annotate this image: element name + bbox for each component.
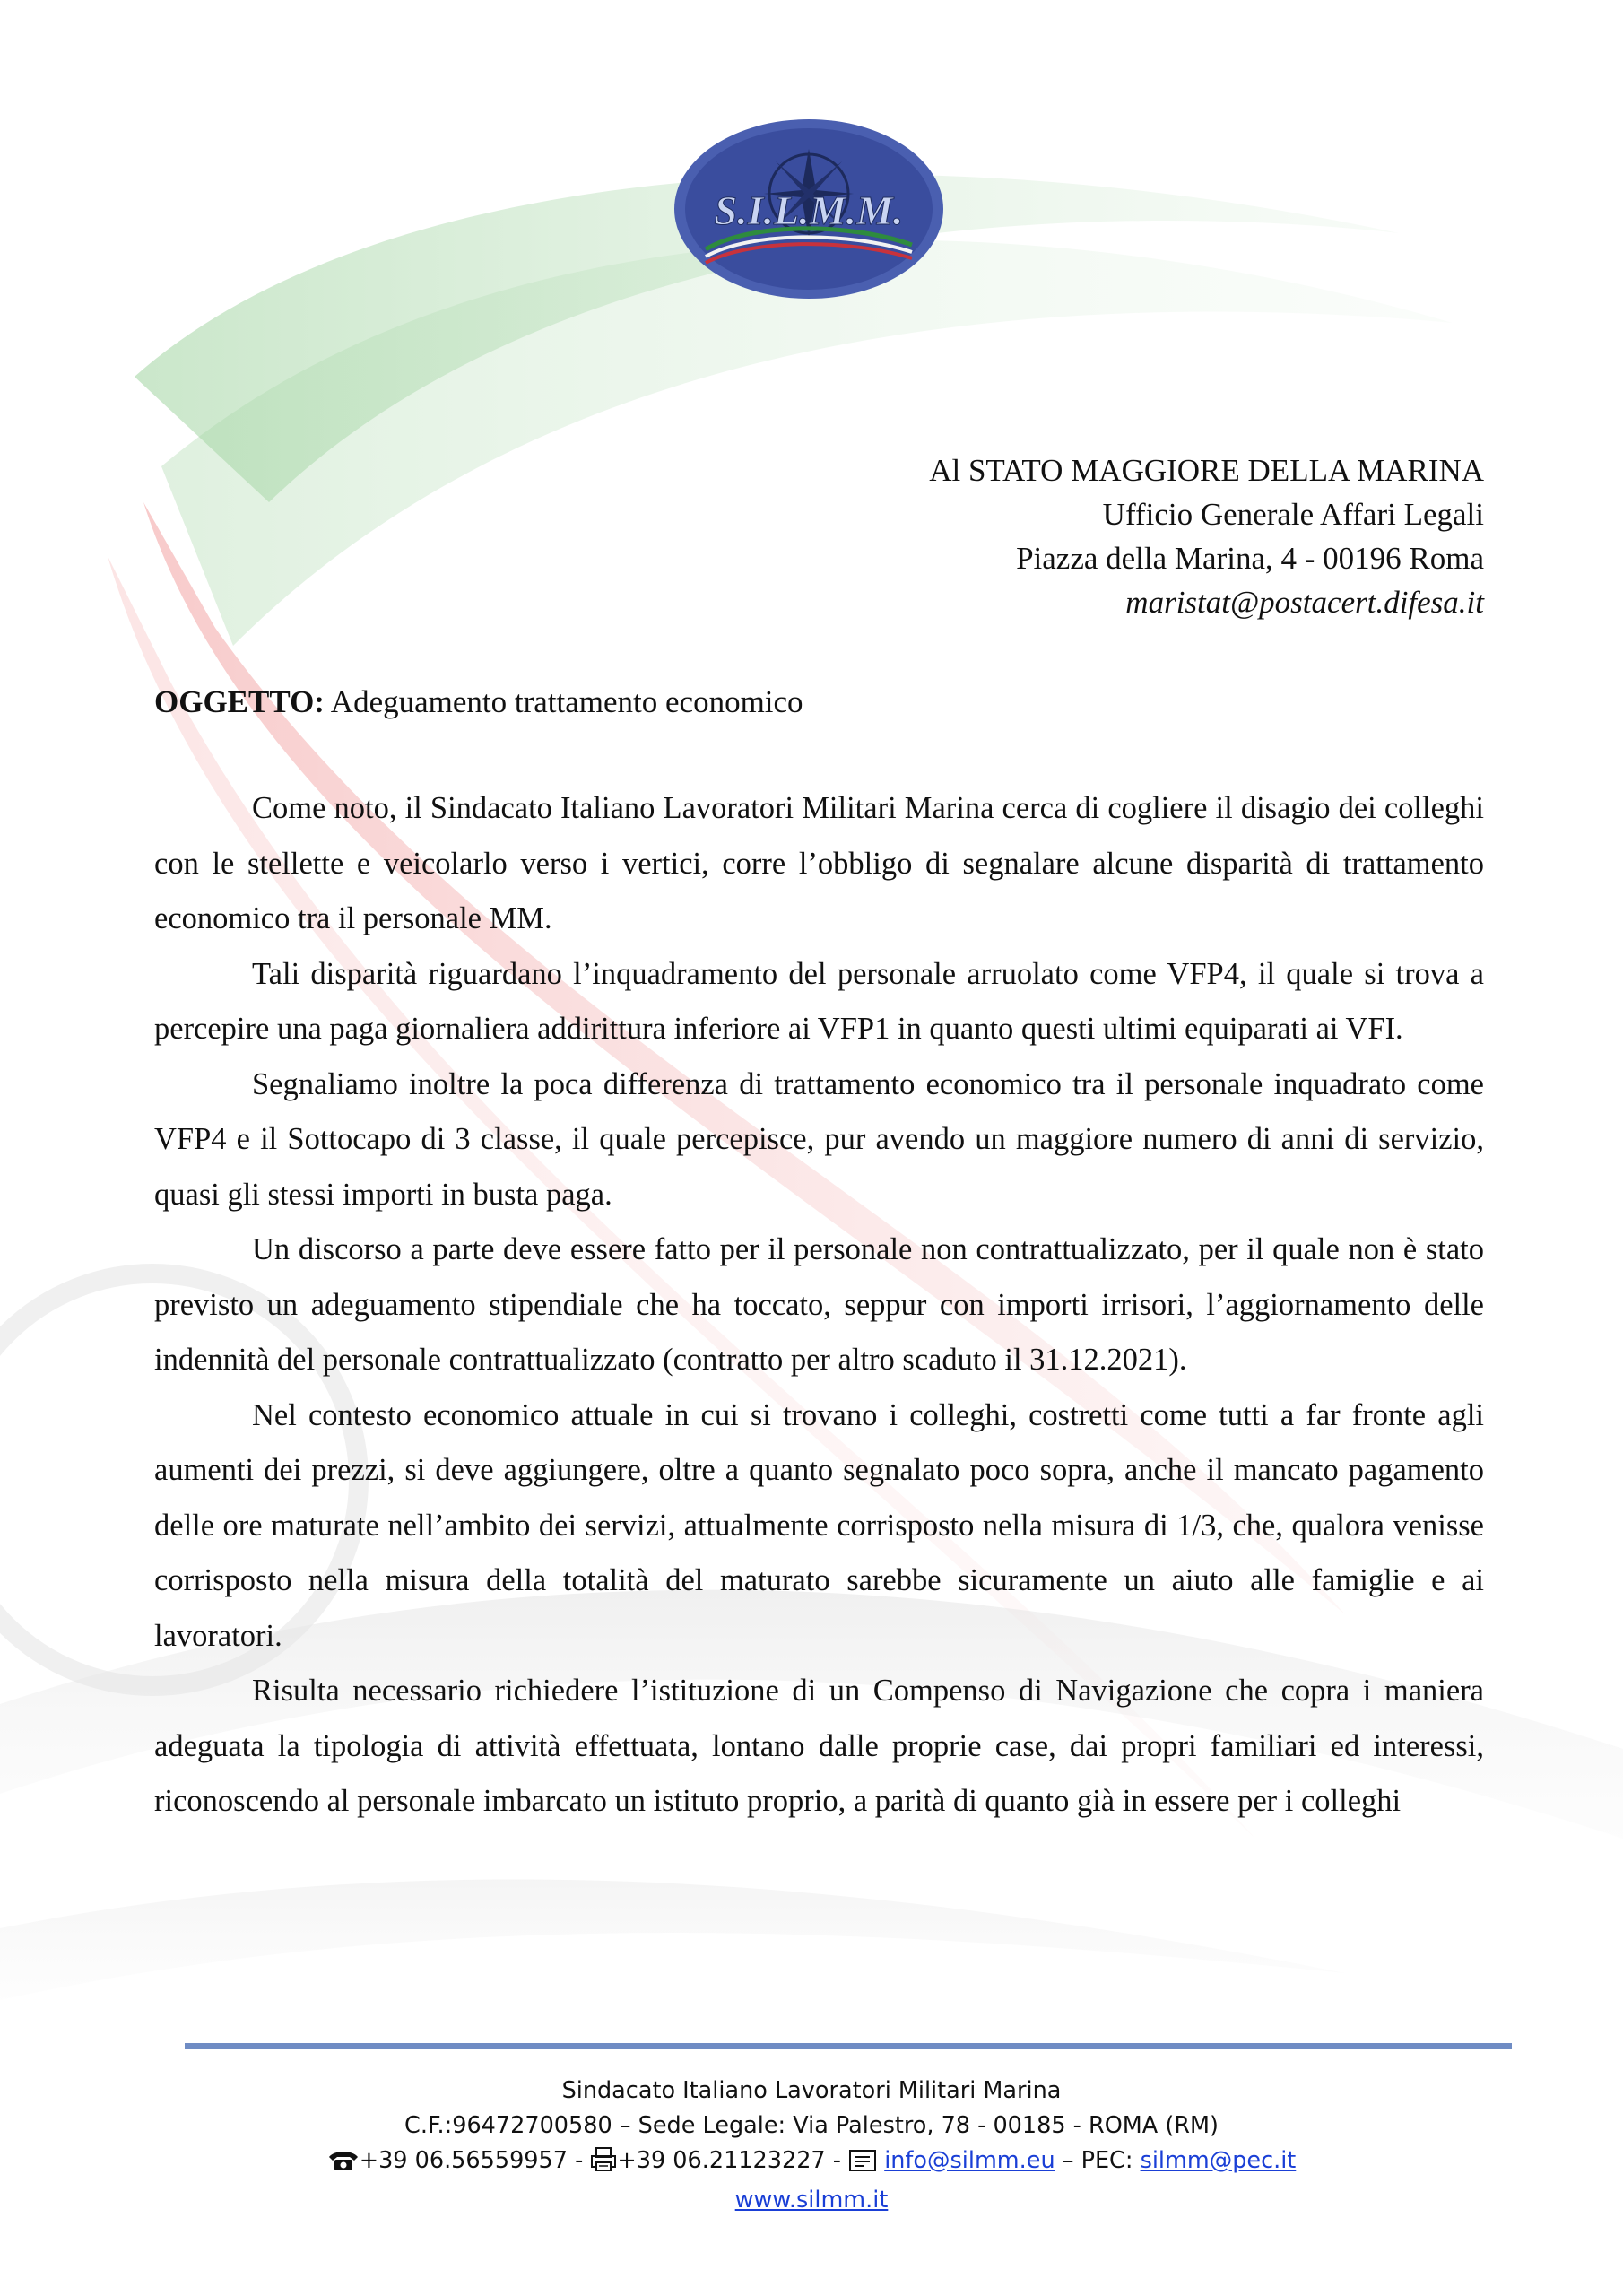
footer-website-link[interactable]: www.silmm.it xyxy=(734,2187,889,2213)
silmm-logo xyxy=(670,115,948,303)
recipient-line-2: Ufficio Generale Affari Legali xyxy=(1102,497,1484,532)
recipient-email: maristat@postacert.difesa.it xyxy=(1125,585,1484,620)
footer xyxy=(0,2074,1623,2218)
footer-pec-link[interactable]: silmm@pec.it xyxy=(1140,2147,1297,2174)
paragraph: Come noto, il Sindacato Italiano Lavoratori Militari Marina cerca di cogliere il disagio dei colleghi con le stellette e veicolarlo verso i vertici, corre l’obbligo di segnalare alcune disparità di trattamento economico tra il personale MM. xyxy=(154,791,1484,935)
fax-icon xyxy=(590,2147,617,2183)
footer-contacts xyxy=(0,2144,1623,2183)
telephone-icon xyxy=(327,2148,360,2183)
footer-org: Sindacato Italiano Lavoratori Militari Marina xyxy=(561,2077,1062,2104)
letter-body xyxy=(154,781,1484,1830)
svg-text:S.I.L.M.M.: S.I.L.M.M. xyxy=(714,187,904,233)
paragraph: Tali disparità riguardano l’inquadramento del personale arruolato come VFP4, il quale si trova a percepire una paga giornaliera addirittura inferiore ai VFP1 in quanto questi ultimi equiparati ai VFI. xyxy=(154,956,1484,1046)
footer-divider xyxy=(185,2043,1512,2049)
recipient-line-3: Piazza della Marina, 4 - 00196 Roma xyxy=(1016,541,1484,576)
paragraph: Segnaliamo inoltre la poca differenza di trattamento economico tra il personale inquadrato come VFP4 e il Sottocapo di 3 classe, il quale percepisce, pur avendo un maggiore numero di anni di servizio, quasi gli stessi importi in busta paga. xyxy=(154,1066,1484,1212)
footer-address: C.F.:96472700580 – Sede Legale: Via Palestro, 78 - 00185 - ROMA (RM) xyxy=(404,2112,1219,2139)
footer-pec-label: – PEC: xyxy=(1055,2147,1141,2174)
footer-fax: +39 06.21123227 - xyxy=(617,2147,849,2174)
subject-text: Adeguamento trattamento economico xyxy=(330,684,803,719)
recipient-block xyxy=(677,448,1484,624)
recipient-line-1: Al STATO MAGGIORE DELLA MARINA xyxy=(929,453,1484,488)
subject-line xyxy=(154,680,803,725)
subject-label: OGGETTO: xyxy=(154,684,325,719)
paragraph: Risulta necessario richiedere l’istituzione di un Compenso di Navigazione che copra i maniera adeguata la tipologia di attività effettuata, lontano dalle proprie case, dai propri familiari ed interessi, riconoscendo al personale imbarcato un istituto proprio, a parità di quanto già in essere per i colleghi xyxy=(154,1674,1484,1818)
paragraph: Un discorso a parte deve essere fatto per il personale non contrattualizzato, per il quale non è stato previsto un adeguamento stipendiale che ha toccato, seppur con importi irrisori, l’aggiornamento delle indennità del personale contrattualizzato (contratto per altro scaduto il 31.12.2021). xyxy=(154,1232,1484,1377)
footer-email-link[interactable]: info@silmm.eu xyxy=(884,2147,1055,2174)
footer-phone: +39 06.56559957 - xyxy=(359,2147,591,2174)
paragraph: Nel contesto economico attuale in cui si trovano i colleghi, costretti come tutti a far fronte agli aumenti dei prezzi, si deve aggiungere, oltre a quanto segnalato poco sopra, anche il mancato pagamento delle ore maturate nell’ambito dei servizi, attualmente corrisposto nella misura di 1/3, che, qualora venisse corrisposto nella misura della totalità del maturato sarebbe sicuramente un aiuto alle famiglie e ai lavoratori. xyxy=(154,1397,1484,1653)
email-icon xyxy=(848,2148,877,2183)
